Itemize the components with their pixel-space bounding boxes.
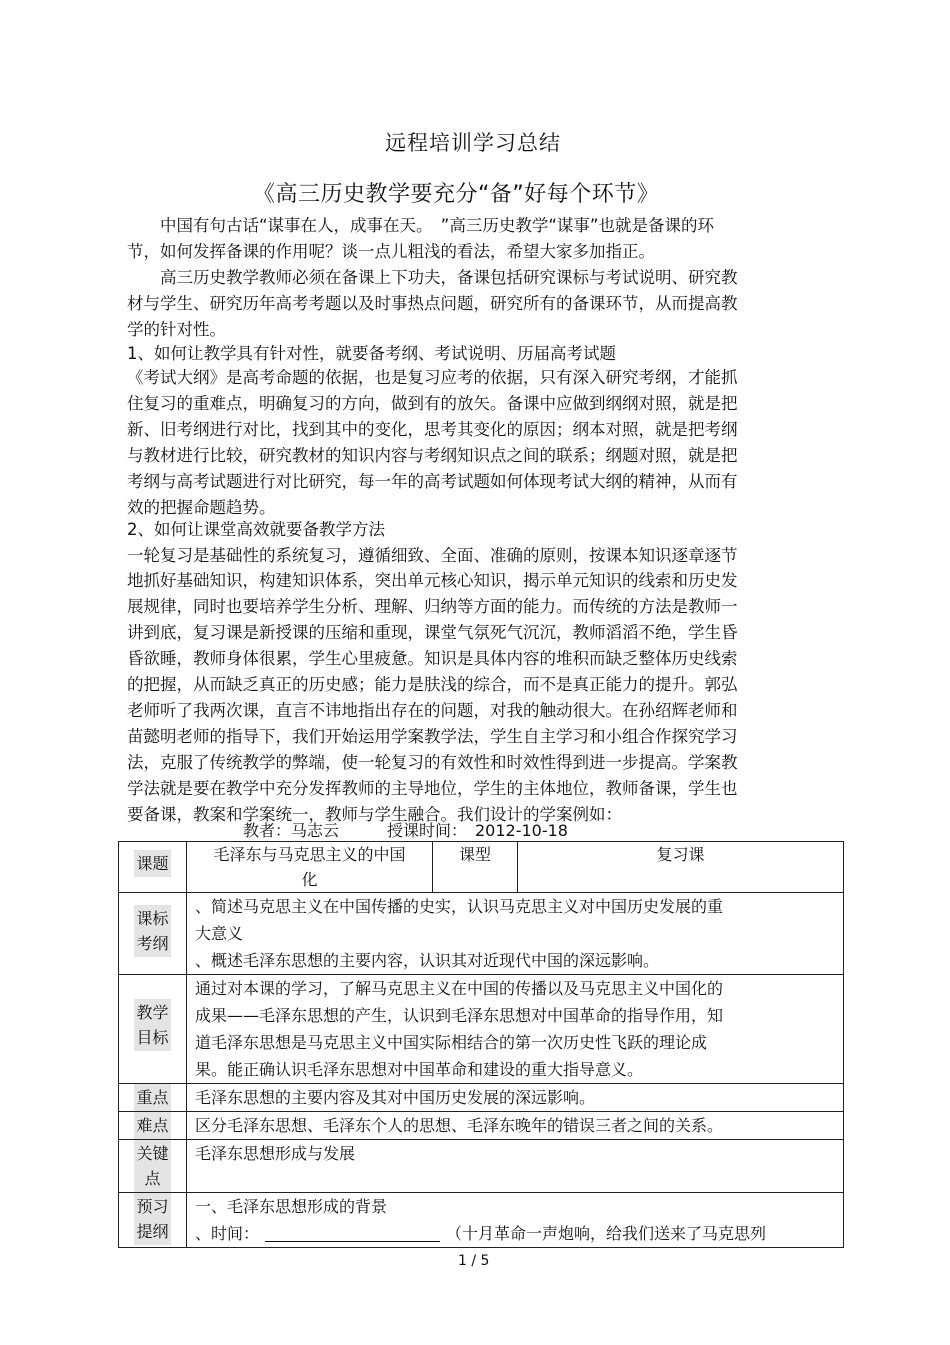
label-text: 考纲 <box>136 934 169 953</box>
label-cell <box>119 975 187 1084</box>
section-heading-1: 1、如何让教学具有针对性，就要备考纲、考试说明、历届高考试题 <box>127 344 616 363</box>
body-line: 讲到底，复习课是新授课的压缩和重现，课堂气氛死气沉沉，教师滔滔不绝，学生昏 <box>127 623 738 642</box>
body-line: 展规律，同时也要培养学生分析、理解、归纳等方面的能力。而传统的方法是教师一 <box>127 597 738 616</box>
label-objectives <box>134 999 170 1051</box>
table-row-key-point <box>119 1084 844 1112</box>
label-text: 目标 <box>136 1028 169 1047</box>
topic-cell <box>187 842 433 893</box>
preview-outline-line: 一、毛泽东思想形成的背景 <box>195 1197 388 1216</box>
standards-line: 、简述马克思主义在中国传播的史实，认识马克思主义对中国历史发展的重 <box>195 897 724 916</box>
body-line: 新、旧考纲进行对比，找到其中的变化，思考其变化的原因；纲本对照，就是把考纲 <box>127 420 738 439</box>
label-preview-outline <box>134 1193 170 1245</box>
preview-time-suffix: （十月革命一声炮响，给我们送来了马克思列 <box>446 1224 767 1243</box>
document-title: 远程培训学习总结 <box>385 131 561 155</box>
table-row-critical-point <box>119 1140 844 1193</box>
label-cell <box>119 893 187 975</box>
table-row-preview-outline <box>119 1193 844 1248</box>
table-row-difficulty <box>119 1112 844 1140</box>
objectives-line: 果。能正确认识毛泽东思想对中国革命和建设的重大指导意义。 <box>195 1060 644 1079</box>
preview-time-prefix: 、时间： <box>195 1224 260 1243</box>
body-line: 昏欲睡，教师身体很累，学生心里疲惫。知识是具体内容的堆积而缺乏整体历史线索 <box>127 649 738 668</box>
body-line: 地抓好基础知识，构建知识体系，突出单元核心知识，揭示单元知识的线索和历史发 <box>127 571 738 590</box>
critical-point-cell <box>187 1140 844 1193</box>
standards-cell <box>187 893 844 975</box>
label-cell <box>119 1112 187 1140</box>
body-line: 高三历史教学教师必须在备课上下功夫，备课包括研究课标与考试说明、研究教 <box>127 268 738 287</box>
critical-point-text: 毛泽东思想形成与发展 <box>195 1144 356 1163</box>
preview-outline-cell <box>187 1193 844 1248</box>
page-number: 1 / 5 <box>458 1253 490 1269</box>
table-row-topic <box>119 842 844 893</box>
label-text: 课标 <box>136 909 169 928</box>
type-label: 课型 <box>458 845 491 864</box>
body-line: 学的针对性。 <box>127 320 226 339</box>
body-line: 学法就是要在教学中充分发挥教师的主导地位，学生的主体地位，教师备课，学生也 <box>127 779 738 798</box>
label-text: 教学 <box>136 1003 169 1022</box>
body-line: 《考试大纲》是高考命题的依据，也是复习应考的依据，只有深入研究考纲，才能抓 <box>127 368 738 387</box>
body-line: 一轮复习是基础性的系统复习，遵循细致、全面、准确的原则，按课本知识逐章逐节 <box>127 546 738 565</box>
table-row-standards <box>119 893 844 975</box>
standards-line: 、概述毛泽东思想的主要内容，认识其对近现代中国的深远影响。 <box>195 951 660 970</box>
label-cell <box>119 1193 187 1248</box>
body-line: 节，如何发挥备课的作用呢？谈一点儿粗浅的看法，希望大家多加指正。 <box>127 242 655 261</box>
teacher-line: 教者：马志云 授课时间： 2012-10-18 <box>243 821 568 840</box>
label-text: 关键 <box>136 1144 169 1163</box>
objectives-cell <box>187 975 844 1084</box>
difficulty-cell <box>187 1112 844 1140</box>
label-text: 提纲 <box>136 1222 169 1241</box>
type-value: 复习课 <box>656 845 705 864</box>
label-key-point: 重点 <box>134 1084 170 1111</box>
key-point-cell <box>187 1084 844 1112</box>
label-text: 点 <box>144 1169 161 1188</box>
body-line: 苗懿明老师的指导下，我们开始运用学案教学法，学生自主学习和小组合作探究学习 <box>127 727 738 746</box>
body-line: 法，克服了传统教学的弊端，使一轮复习的有效性和时效性得到进一步提高。学案教 <box>127 753 738 772</box>
label-text: 预习 <box>136 1197 169 1216</box>
label-cell <box>119 842 187 893</box>
label-critical-point <box>134 1140 170 1192</box>
label-standards <box>134 905 170 957</box>
label-cell <box>119 1084 187 1112</box>
difficulty-text: 区分毛泽东思想、毛泽东个人的思想、毛泽东晚年的错误三者之间的关系。 <box>195 1116 724 1135</box>
body-line: 要备课，教案和学案统一，教师与学生融合。我们设计的学案例如： <box>127 805 622 824</box>
body-line: 住复习的重难点，明确复习的方向，做到有的放矢。备课中应做到纲纲对照，就是把 <box>127 394 738 413</box>
section-heading-2: 2、如何让课堂高效就要备教学方法 <box>127 520 385 539</box>
body-line: 的把握，从而缺乏真正的历史感；能力是肤浅的综合，而不是真正能力的提升。郭弘 <box>127 675 738 694</box>
objectives-line: 通过对本课的学习，了解马克思主义在中国的传播以及马克思主义中国化的 <box>195 979 724 998</box>
body-line: 与教材进行比较，研究教材的知识内容与考纲知识点之间的联系；纲题对照，就是把 <box>127 446 738 465</box>
body-line: 中国有句古话“谋事在人，成事在天。 ”高三历史教学“谋事”也就是备课的环 <box>127 216 714 235</box>
type-label-cell <box>433 842 518 893</box>
preview-outline-line <box>187 1220 843 1247</box>
table-row-objectives <box>119 975 844 1084</box>
body-line: 效的把握命题趋势。 <box>127 498 276 517</box>
body-line: 老师听了我两次课，直言不讳地指出存在的问题，对我的触动很大。在孙绍辉老师和 <box>127 701 738 720</box>
lesson-plan-table <box>118 841 844 1248</box>
standards-line: 大意义 <box>195 924 244 943</box>
topic-text-line2: 化 <box>301 870 318 889</box>
objectives-line: 成果——毛泽东思想的产生，认识到毛泽东思想对中国革命的指导作用，知 <box>195 1006 724 1025</box>
body-line: 材与学生、研究历年高考考题以及时事热点问题，研究所有的备课环节，从而提高教 <box>127 294 738 313</box>
fill-in-blank[interactable] <box>265 1225 440 1242</box>
objectives-line: 道毛泽东思想是马克思主义中国实际相结合的第一次历史性飞跃的理论成 <box>195 1033 708 1052</box>
label-cell <box>119 1140 187 1193</box>
body-line: 考纲与高考试题进行对比研究，每一年的高考试题如何体现考试大纲的精神，从而有 <box>127 472 738 491</box>
document-subtitle: 《高三历史教学要充分“备”好每个环节》 <box>253 182 660 207</box>
label-topic: 课题 <box>134 850 170 877</box>
key-point-text: 毛泽东思想的主要内容及其对中国历史发展的深远影响。 <box>195 1088 596 1107</box>
label-difficulty: 难点 <box>134 1112 170 1139</box>
type-value-cell <box>518 842 844 893</box>
topic-text-line1: 毛泽东与马克思主义的中国 <box>213 845 406 864</box>
